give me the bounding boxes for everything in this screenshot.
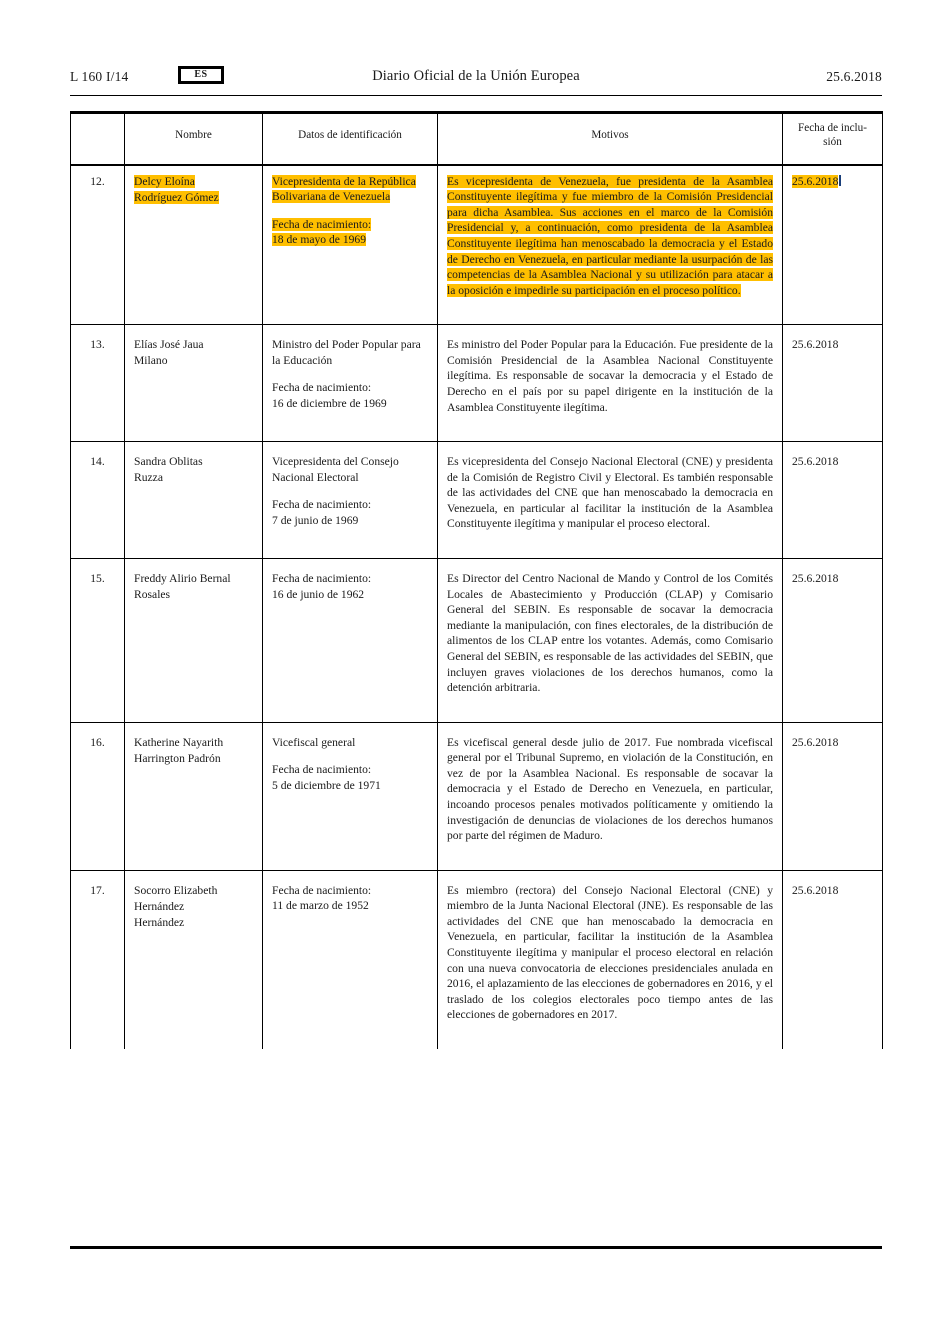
row-name: [125, 870, 263, 1049]
table-head: [71, 111, 883, 162]
row-name-line1: Katherine Nayarith: [134, 735, 224, 749]
row-name: [125, 325, 263, 442]
row-reasons: [438, 559, 783, 723]
column-header-number: [71, 111, 125, 162]
table-row: [71, 325, 883, 442]
header-rule: [70, 95, 882, 96]
sanctions-table-wrapper: [70, 111, 882, 1049]
text-cursor: [839, 175, 841, 186]
row-reasons: [438, 325, 783, 442]
row-name-line2: Milano: [134, 354, 168, 368]
sanctions-table: [70, 111, 883, 1049]
table-bottom-rule: [70, 1246, 882, 1249]
row-number: 13.: [71, 325, 125, 442]
column-header-listing-date-line1: Fecha de inclu-: [798, 122, 867, 134]
row-identification: [263, 325, 438, 442]
row-name: [125, 442, 263, 559]
row-identification: [263, 870, 438, 1049]
row-dob-value: 11 de marzo de 1952: [272, 899, 369, 913]
page-reference: L 160 I/14: [70, 69, 129, 84]
row-name-line2: Rodríguez Gómez: [134, 190, 219, 204]
row-reasons-text: Es Director del Centro Nacional de Mando y Control de los Comités Locales de Abastecimiento y Producción (CLAP) y Comisario General del SEBIN. Es responsable de socavar la democracia mediante la manipulación, con fines electorales, de la distribución de alimentos de los CLAP entre los votantes. Además, como Comisario General del SEBIN, es responsable de las actividades del SEBIN, que incluyen graves violaciones de los derechos humanos, como la detención arbitraria.: [447, 572, 773, 695]
row-dob-value: 7 de junio de 1969: [272, 513, 359, 527]
row-dob-value: 16 de diciembre de 1969: [272, 397, 387, 411]
row-identification: [263, 162, 438, 325]
row-reasons: [438, 162, 783, 325]
row-listing-date: 25.6.2018: [783, 870, 883, 1049]
row-number: 15.: [71, 559, 125, 723]
row-dob-label: Fecha de nacimiento:: [272, 572, 372, 586]
table-row: [71, 870, 883, 1049]
row-listing-date-value: 25.6.2018: [792, 174, 839, 188]
row-reasons: [438, 722, 783, 870]
row-number: 16.: [71, 722, 125, 870]
row-name-line2: Hernández: [134, 899, 185, 913]
journal-title: Diario Oficial de la Unión Europea: [372, 68, 580, 84]
row-identification: [263, 559, 438, 723]
row-reasons-text: Es vicepresidenta del Consejo Nacional Electoral (CNE) y presidenta de la Comisión de Registro Civil y Electoral. Es también responsable de las actividades del CNE que han menoscabado la democracia en Venezuela, en particular al facilitar la institución de la Asamblea Constituyente ilegítima y manipular el proceso electoral.: [447, 455, 773, 531]
row-number: 12.: [71, 162, 125, 325]
table-row: [71, 559, 883, 723]
row-identification-role: Vicepresidenta del Consejo Nacional Electoral: [272, 455, 399, 484]
row-dob-value: 16 de junio de 1962: [272, 587, 365, 601]
row-number: 14.: [71, 442, 125, 559]
row-dob-value: 5 de diciembre de 1971: [272, 778, 381, 792]
running-header: [70, 66, 882, 92]
language-code-label: ES: [194, 69, 208, 80]
table-body: [71, 162, 883, 1049]
row-identification-role: Ministro del Poder Popular para la Educación: [272, 338, 421, 367]
row-identification: [263, 722, 438, 870]
row-name-line2: Harrington Padrón: [134, 751, 221, 765]
row-dob-label: Fecha de nacimiento:: [272, 763, 372, 777]
column-header-name: Nombre: [125, 111, 263, 162]
row-name: [125, 722, 263, 870]
row-dob-label: Fecha de nacimiento:: [272, 381, 372, 395]
row-reasons: [438, 442, 783, 559]
row-identification: [263, 442, 438, 559]
row-listing-date: 25.6.2018: [783, 325, 883, 442]
row-reasons: [438, 870, 783, 1049]
row-identification-role: Vicepresidenta de la República Bolivariana de Venezuela: [272, 174, 416, 204]
row-name-line3: Hernández: [134, 915, 185, 929]
row-name: [125, 559, 263, 723]
row-listing-date: 25.6.2018: [783, 559, 883, 723]
column-header-identification: Datos de identificación: [263, 111, 438, 162]
table-header-row: [71, 111, 883, 162]
row-name-line1: Elías José Jaua: [134, 338, 204, 352]
row-listing-date: [783, 162, 883, 325]
row-listing-date: 25.6.2018: [783, 722, 883, 870]
row-listing-date: 25.6.2018: [783, 442, 883, 559]
row-name-line1: Freddy Alirio Bernal: [134, 572, 231, 586]
row-name-line2: Rosales: [134, 588, 171, 602]
row-name: [125, 162, 263, 325]
row-number: 17.: [71, 870, 125, 1049]
publication-date: 25.6.2018: [826, 69, 882, 84]
table-row: [71, 722, 883, 870]
row-identification-role: Vicefiscal general: [272, 735, 356, 749]
row-name-line1: Sandra Oblitas: [134, 455, 203, 469]
row-dob-label: Fecha de nacimiento:: [272, 217, 372, 231]
row-dob-label: Fecha de nacimiento:: [272, 883, 372, 897]
column-header-reasons: Motivos: [438, 111, 783, 162]
row-name-line1: Delcy Eloína: [134, 174, 195, 188]
table-row: [71, 442, 883, 559]
row-reasons-text: Es ministro del Poder Popular para la Educación. Fue presidente de la Comisión Presidencial de la Asamblea Nacional Constituyente ilegítima. Es responsable de socavar la democracia y el Estado de Derecho en el país por su papel dirigente en la institución de la Asamblea Constituyente ilegítima.: [447, 338, 773, 414]
row-reasons-text: Es miembro (rectora) del Consejo Nacional Electoral (CNE) y miembro de la Junta Nacional Electoral (JNE). Es responsable de las actividades del CNE que han menoscabado la democracia en Venezuela, en particular, facilitar la institución de la Asamblea Constituyente ilegítima y manipular el proceso electoral en relación con una nueva convocatoria de elecciones presidenciales anulada en 2016, el aplazamiento de las elecciones de gobernadores en 2016, y el traslado de los colegios electorales poco tiempo antes de las elecciones de gobernadores en 2017.: [447, 883, 773, 1022]
column-header-listing-date: [783, 111, 883, 162]
row-dob-value: 18 de mayo de 1969: [272, 233, 367, 247]
row-reasons-text: Es vicepresidenta de Venezuela, fue presidenta de la Asamblea Constituyente ilegítima y fue miembro de la Comisión Presidencial para dicha Asamblea. Sus acciones en el marco de la Comisión Presidencial y, a continuación, como presidenta de la Asamblea Constituyente ilegítima han menoscabado la democracia y el Estado de Derecho en Venezuela, en particular mediante la usurpación de las competencias de la Asamblea Nacional y su utilización para atacar a la oposición e impedirle su participación en el proceso político.: [447, 174, 773, 297]
row-name-line1: Socorro Elizabeth: [134, 883, 218, 897]
column-header-listing-date-line2: sión: [823, 136, 842, 149]
row-name-line2: Ruzza: [134, 471, 163, 485]
row-dob-label: Fecha de nacimiento:: [272, 498, 372, 512]
table-row: [71, 162, 883, 325]
row-reasons-text: Es vicefiscal general desde julio de 2017. Fue nombrada vicefiscal general por el Tribunal Supremo, en violación de la Constitución, en vez de por la Asamblea Nacional. Es responsable de socavar la democracia y el Estado de Derecho en Venezuela, en particular, incoando procesos penales motivados políticamente y omitiendo la investigación de denuncias de violaciones de los derechos humanos por parte del régimen de Maduro.: [447, 735, 773, 843]
